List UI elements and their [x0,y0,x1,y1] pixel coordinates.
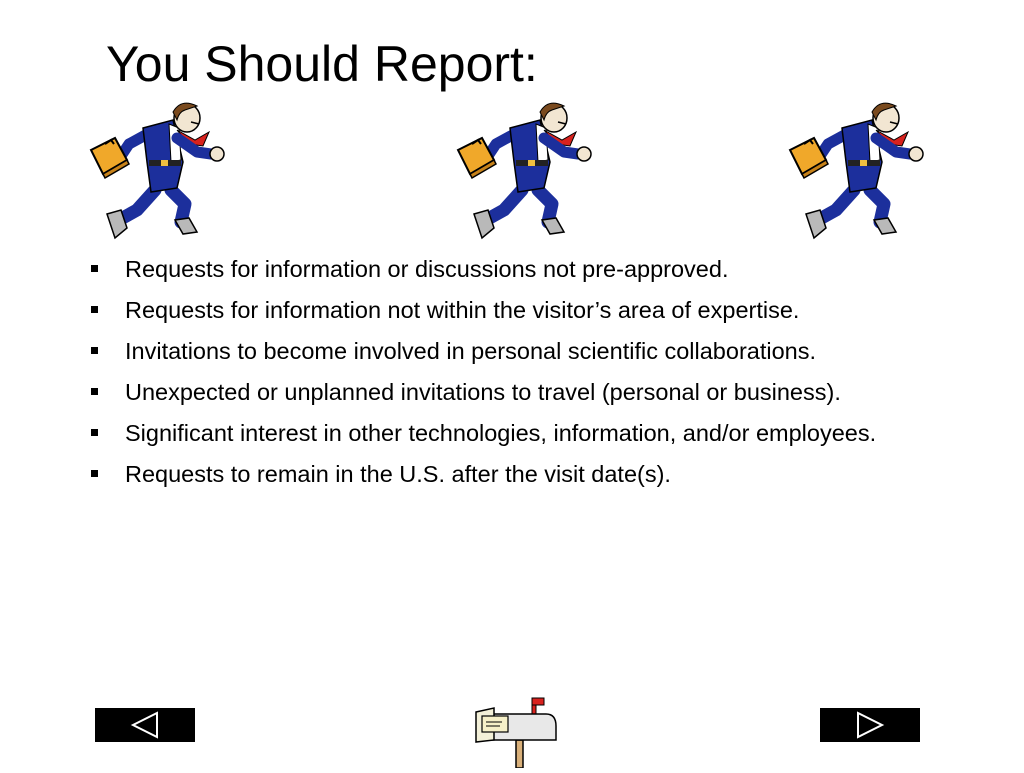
mailbox-icon [470,694,562,768]
next-slide-button[interactable] [820,708,920,742]
bullet-item [88,457,948,491]
bullet-item [88,416,948,450]
mailbox-button[interactable] [470,694,562,768]
bullet-text: Invitations to become involved in personal scientific collaborations. [125,338,817,364]
bullet-marker [91,388,98,395]
bullet-item [88,375,948,409]
bullet-text: Requests to remain in the U.S. after the visit date(s). [125,461,671,487]
bullet-item [88,334,948,368]
bullet-marker [91,265,98,272]
bullet-text: Significant interest in other technologies, information, and/or employees. [125,420,877,446]
bullet-text: Requests for information or discussions not pre-approved. [125,256,729,282]
bullet-text: Unexpected or unplanned invitations to travel (personal or business). [125,379,841,405]
bullet-marker [91,470,98,477]
triangle-right-icon [820,708,920,742]
slide-title: You Should Report: [106,36,538,92]
triangle-left-icon [95,708,195,742]
bullet-marker [91,429,98,436]
previous-slide-button[interactable] [95,708,195,742]
running-businessman-icon [784,98,934,243]
bullet-marker [91,306,98,313]
bullet-item [88,293,948,327]
bullet-item [88,252,948,286]
running-businessman-icon [452,98,602,243]
bullet-text: Requests for information not within the visitor’s area of expertise. [125,297,800,323]
bullet-list [88,252,948,498]
running-businessman-icon [85,98,235,243]
bullet-marker [91,347,98,354]
